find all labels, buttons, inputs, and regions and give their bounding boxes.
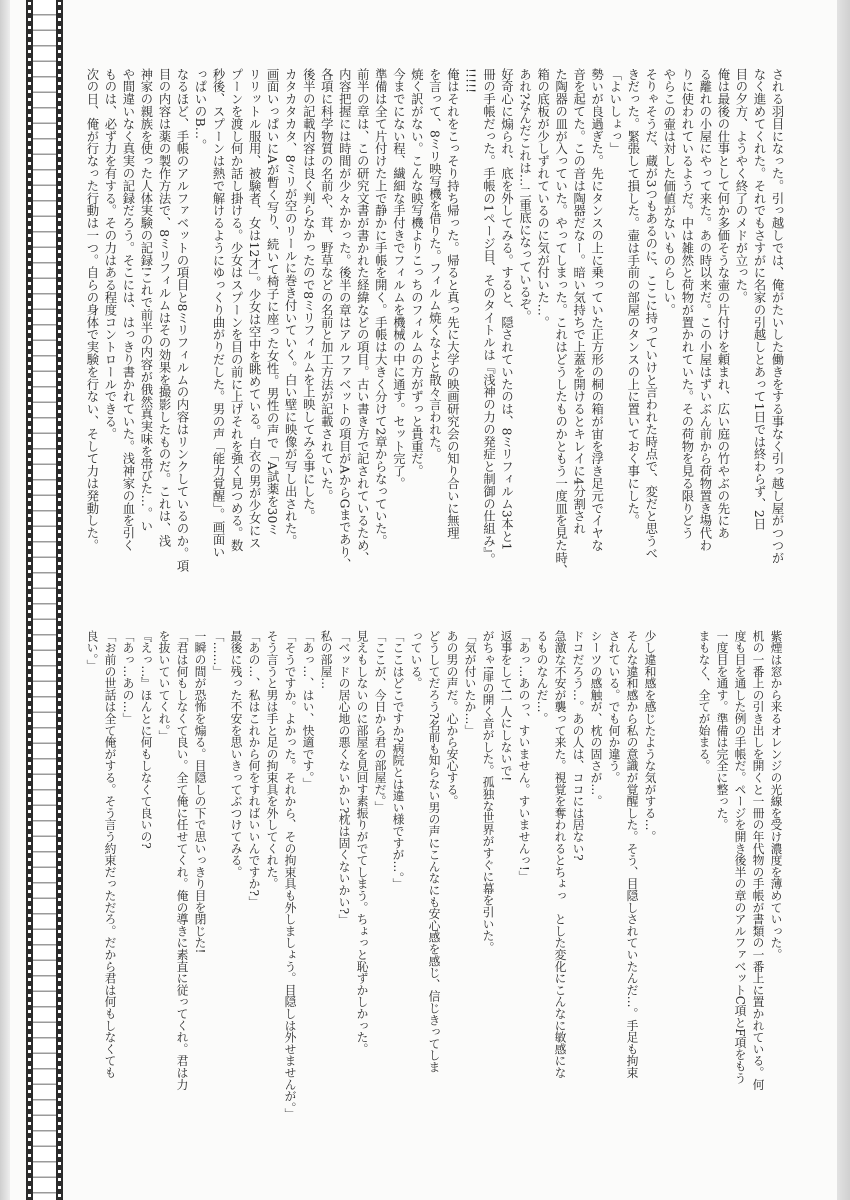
- text-column: 準備は全て片付けた上で静かに手帳を開く。手帳は大きく分けて2章からなっていた。: [373, 68, 388, 548]
- text-column: やらこの壷は対した価値がないものらしい。: [661, 68, 676, 316]
- text-column: 「ここが、今日から君の部屋だ。」: [373, 630, 387, 813]
- text-column: 「君は何もしなくて良い。全て俺に任せてくれ。俺の導きに素直に従ってくれ。君は力: [175, 630, 189, 1091]
- text-block-bottom: [80, 630, 790, 1160]
- text-column: カタカタカタ、8ミリが空のリールに巻き付いていく。白い壁に映像が写し出された。: [283, 68, 298, 548]
- text-column: 『えっ…』ほんとに何もしなくて良いの?: [139, 630, 153, 849]
- text-column: ものは、必ず力を有する。その力はある程度コントロールできる。: [102, 68, 117, 440]
- text-column: 一瞬の間が恐怖を煽る。目隠しの下で思いっきり目を閉じた!: [193, 630, 207, 954]
- text-column: リリットル服用、被験者、女は12才」。少女は空中を眺めている。白衣の男が少女にス: [247, 68, 262, 549]
- text-column: 度も目を通した例の手帳だ。ページを開き後半の章のアルファベットC項とF項をもう: [733, 630, 747, 1084]
- text-column: るものなんだ…。: [535, 630, 549, 725]
- text-column: プーンを渡し何か話し掛ける。少女はスプーンを目の前に上げそれを強く見つめる。数: [229, 68, 244, 552]
- text-column: や間違いなく真実の記録だろう。そこには、はっきり書かれていた。浅神家の血を引く: [120, 68, 135, 552]
- text-column: そりゃそうだ、蔵が3つもあるのに、ここに持っていけと言われた時点で、変だと思うべ: [643, 68, 658, 560]
- text-column: 俺はそれをこっそり持ち帰った。帰ると真っ先に大学の映画研究会の知り合いに無理: [445, 68, 460, 540]
- text-block-top: [80, 68, 790, 577]
- text-column: 前半の章は、この研究文書が書かれた経緯などの項目。古い書き方で記されているため、: [355, 68, 370, 564]
- text-column: がちゃ!扉の開く音がした。孤独な世界がすぐに幕を引いた。: [481, 630, 495, 954]
- text-column: 神家の親族を使った人体実験の記録!これで前半の内容が俄然真実味を帯びた…。い: [138, 68, 153, 532]
- text-column: 画面いっぱいにAが暫く写り、続いて椅子に座った女性。男性の声で「A試薬を30ミ: [265, 68, 280, 536]
- text-column: 「あの…、私はこれから何をすればいいんですか?」: [247, 630, 261, 908]
- text-column: 最後に残った不安を思いきってぶつけてみる。: [229, 630, 243, 878]
- film-perforation-right: [56, 0, 63, 1200]
- text-column: 「お前の世話は全て俺がする。そう言う約束だっただろ。だから君は何もしなくても: [103, 630, 117, 1079]
- film-perforation-left: [26, 0, 33, 1200]
- text-column: 「そうですか。よかった。それから、その拘束具も外しましょう。目隠しは外せませんが。」: [283, 630, 297, 1120]
- text-column: きだった。緊張して損した。壷は手前の部屋のタンスの上に置いておく事にした。: [625, 68, 640, 527]
- film-strip-decoration: [26, 0, 64, 1200]
- text-column: 俺は最後の仕事として何か多価そうな壷の片付けを頼まれ、広い庭の竹やぶの先にあ: [715, 68, 730, 540]
- text-column: 各項に科学物質の名前や、茸、野草などの名前と加工方法が記載されていた。: [319, 68, 334, 502]
- text-column: ドコだろう…。あの人は、ココには居ない?: [571, 630, 585, 861]
- text-column: 良い。」: [85, 630, 99, 672]
- text-column: される羽目になった。引っ越しでは、俺がたいした働きをする事なく引っ越し屋がつつが: [770, 68, 784, 564]
- text-column: 「……」: [211, 630, 225, 678]
- text-column: 冊の手帳だった。手帳の1ページ目、そのタイトルは『浅神の力の発症と制御の仕組み』。: [481, 68, 496, 566]
- text-column: る離れの小屋にやって来た。あの時以来だ。この小屋はずいぶん前から荷物置き場代わ: [697, 68, 712, 552]
- text-column: 「気が付いたか…」: [463, 630, 477, 737]
- text-column: 少し違和感を感じたような気がする…。: [643, 630, 657, 843]
- text-column: 一度目を通す。準備は完全に整った。: [715, 630, 729, 831]
- text-column: 「あっ…、はい、快適です。」: [301, 630, 315, 790]
- text-column: 次の日、俺が行なった行動は一つ。自らの身体で実験を行ない、そして力は発動した。: [84, 68, 99, 552]
- text-column: 見えもしないのに部屋を見回す素振りがでてしまう。ちょっと恥ずかしかった。: [355, 630, 369, 1055]
- text-column: 箱の底板が少しずれているのに気が付いた…。: [535, 68, 550, 329]
- text-column: 内容把握には時間が少々かかった。後半の章はアルファベットの項目がAからGまであり、: [337, 68, 352, 571]
- text-column: なるほど、手帳のアルファベットの項目と8ミリフィルムの内容はリンクしているのか。項: [175, 68, 189, 572]
- text-column: あの男の声だ。心から安心する。: [445, 630, 459, 807]
- text-column: !!!!!: [463, 68, 478, 94]
- text-column: 「ここはどこですか?病院とは違い様ですが…。」: [391, 630, 405, 891]
- text-column: 「よいしょっ」: [607, 68, 622, 155]
- text-column: 勢いが良過ぎた。先にタンスの上に乗っていた正方形の桐の箱が宙を浮き足元でイヤな: [589, 68, 604, 552]
- film-frames: [33, 0, 56, 1200]
- text-column: そう言うと男は手と足の拘束具を外してくれた。: [265, 630, 279, 890]
- text-column: 机の一番上の引き出しを開くと一冊の年代物の手帳が書類の一番上に置かれている。何: [751, 630, 765, 1091]
- text-column: されている。でも何か違う。: [607, 630, 621, 784]
- text-column: シーツの感触が、枕の固さが…。: [589, 630, 603, 807]
- text-column: 私の部屋…: [319, 630, 333, 689]
- text-column: 目の夕方、ようやく終了のメドが立った。: [733, 68, 748, 304]
- text-column: 紫煙は窓から来るオレンジの光線を受け濃度を薄めていった。: [769, 630, 783, 961]
- text-column: 返事をして!一人にしないで!: [499, 630, 513, 782]
- scan-edge-left: [0, 0, 10, 1200]
- text-column: っぱいのB…。: [193, 68, 208, 152]
- text-column: 「ベッドの居心地の悪くないかい?枕は固くないかい?」: [337, 630, 351, 926]
- text-column: 「あっ…あのっ、すいません。すいませんっ!」: [517, 630, 531, 883]
- text-column: 音を起てた。この音は陶器だなー。暗い気持ちで上蓋を開けるとキレイに4分割され: [571, 68, 586, 535]
- text-column: あれ?なんだこれは…二重底になっているぞ。: [517, 68, 532, 323]
- text-column: まもなく、全てが始まる。: [697, 630, 711, 772]
- text-column: なく進めてくれた。それでもさすがに名家の引越しとあって1日では終わらず、2日: [751, 68, 766, 531]
- text-column: 目の内容は薬の製作方法で、8ミリフィルムはその効果を撮影したものだ。これは、浅: [156, 68, 171, 548]
- text-column: 後半の記載内容は良く判らなかったので8ミリフィルムを上映してみる事にした。: [301, 68, 316, 523]
- text-column: 焼く訳がない。こんな映写機よりこっちのフィルムの方がずっと貴重だ。: [409, 68, 424, 478]
- text-column: 急激な不安が襲って来た。視覚を奪われるとちょっ とした変化にこんなに敏感にな: [553, 630, 567, 1079]
- text-column: を言って、8ミリ映写機を借りた。フィルム焼くなよと散々言われた。: [427, 68, 442, 461]
- text-column: を抜いていてくれ。」: [157, 630, 171, 743]
- text-column: っている。: [409, 630, 423, 689]
- text-column: 今までにない程、繊細な手付きでフィルムを機械の中に通す。セット完了。: [391, 68, 406, 490]
- text-column: 好奇心に煽られ、底を外してみる。すると、隠されていたのは、8ミリフィルム3本と1: [499, 68, 514, 551]
- text-column: 秒後、スプーンは熱で解けるようにゆっくり曲がりだした。男の声「能力覚醒」。画面い: [211, 68, 226, 558]
- text-column: そんな違和感から私の意識が覚醒した。そう、目隠しされていたんだ…。手足も拘束: [625, 630, 639, 1079]
- text-column: た陶器の皿が入っていた。やってしまった。これはどうしたものかともう一度皿を見た時、: [553, 68, 568, 577]
- text-column: 「あっ…あの…」: [121, 630, 135, 725]
- text-column: りに使われているようだ。中は雑然と荷物が置かれていた。その荷物を見る限りどう: [679, 68, 694, 540]
- scan-edge-right: [837, 0, 850, 1200]
- text-column: どうしてだろう?名前も知らない男の声にこんなにも安心感を感じ、信じきってしま: [427, 630, 441, 1073]
